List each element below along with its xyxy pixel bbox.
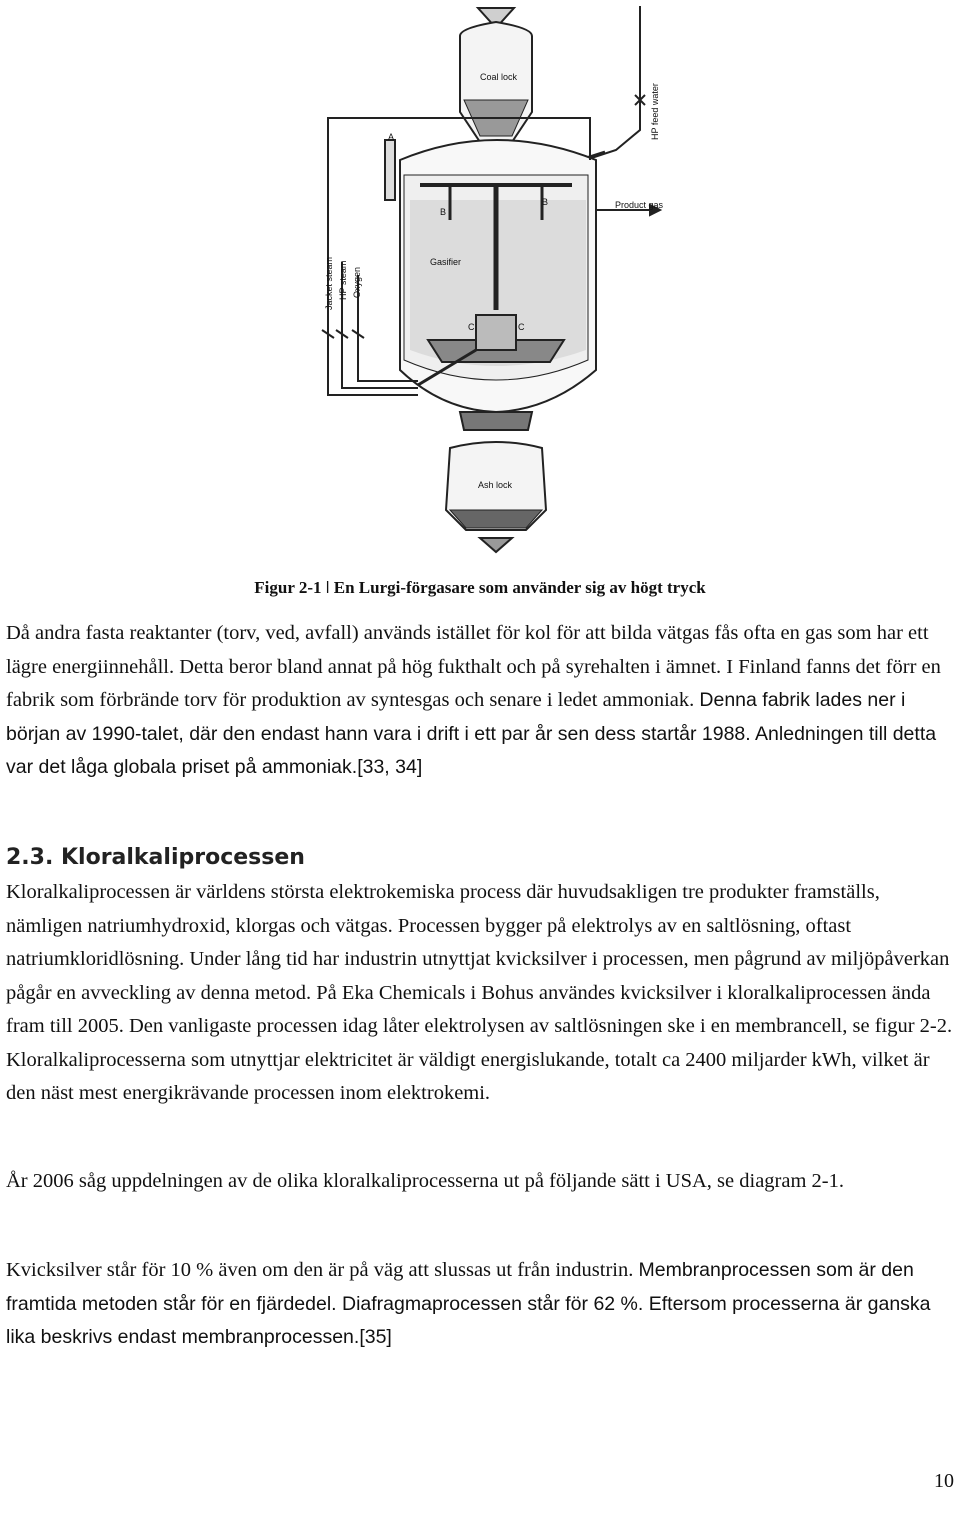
label-b-right: B — [542, 197, 549, 207]
gasifier-label: Gasifier — [430, 257, 462, 267]
lurgi-gasifier-diagram — [300, 0, 680, 560]
ash-outlet — [460, 412, 532, 430]
paragraph-4 — [6, 1254, 956, 1355]
paragraph-1 — [6, 617, 956, 785]
hp-feed-water-label: HP feed water — [650, 83, 660, 140]
page-number: 10 — [934, 1470, 954, 1492]
hp-steam-label: HP steam — [338, 260, 348, 300]
section-heading: 2.3. Kloralkaliprocessen — [6, 845, 305, 870]
coal-lock-label: Coal lock — [480, 72, 518, 82]
feed-water-line — [570, 6, 640, 165]
product-gas-label: Product gas — [615, 200, 664, 210]
paragraph-4-part-c: Eftersom processerna är ganska lika beskrivs endast membranprocessen.[35] — [6, 1292, 931, 1348]
label-c-right: C — [518, 322, 525, 332]
ash-lock-label: Ash lock — [478, 480, 513, 490]
paragraph-4-part-a: Kvicksilver står för 10 % även om den är på väg att slussas ut från industrin. — [6, 1259, 639, 1281]
paragraph-1-sans-part: Denna fabrik lades ner i början av 1990-talet, där den endast hann vara i drift i ett par år sen dess startår 1988. Anledningen till detta var det låga globala priset på ammoniak.[33, 34] — [6, 689, 937, 778]
jacket-steam-label: Jacket steam — [324, 256, 334, 310]
paragraph-2: Kloralkaliprocessen är världens största elektrokemiska process där huvudsakligen tre produkter framställs, nämligen natriumhydroxid, klorgas och vätgas. Processen bygger på elektrolys av en saltlösning, oftast natriumkloridlösning. Under lång tid har industrin utnyttjat kvicksilver i processen, men pågrund av miljöpåverkan pågår en avveckling av denna metod. På Eka Chemicals i Bohus användes kvicksilver i kloralkaliprocessen ända fram till 2005. Den vanligaste processen idag låter elektrolysen av saltlösningen ske i en membrancell, se figur 2-2. Kloralkaliprocesserna som utnyttjar elektricitet är väldigt energislukande, totalt ca 2400 miljarder kWh, vilket är den näst mest energikrävande processen inom elektrokemi. — [6, 881, 953, 1104]
label-a: A — [388, 132, 395, 142]
figure-caption: Figur 2-1 ǀ En Lurgi-förgasare som använder sig av högt tryck — [254, 578, 706, 597]
oxygen-label: Oxygen — [352, 266, 362, 298]
paragraph-3: År 2006 såg uppdelningen av de olika kloralkaliprocesserna ut på följande sätt i USA, se diagram 2-1. — [6, 1170, 844, 1192]
lurgi-gasifier-figure — [300, 0, 680, 560]
label-c-left: C — [468, 322, 475, 332]
paragraph-1-serif-part: Då andra fasta reaktanter (torv, ved, avfall) används istället för kol för att bilda vätgas fås ofta en gas som har ett lägre energiinnehåll. Detta beror bland annat på hög fukthalt och på syrehalten i ämnet. I Finland fanns det förr en fabrik som förbrände torv för produktion av syntesgas och senare i ledet ammoniak. — [6, 622, 941, 711]
paragraph-4-part-b: Membranprocessen som är den framtida metoden står för en fjärdedel. Diafragmaprocessen står för 62 %. — [6, 1259, 914, 1315]
label-b-left: B — [440, 207, 447, 217]
